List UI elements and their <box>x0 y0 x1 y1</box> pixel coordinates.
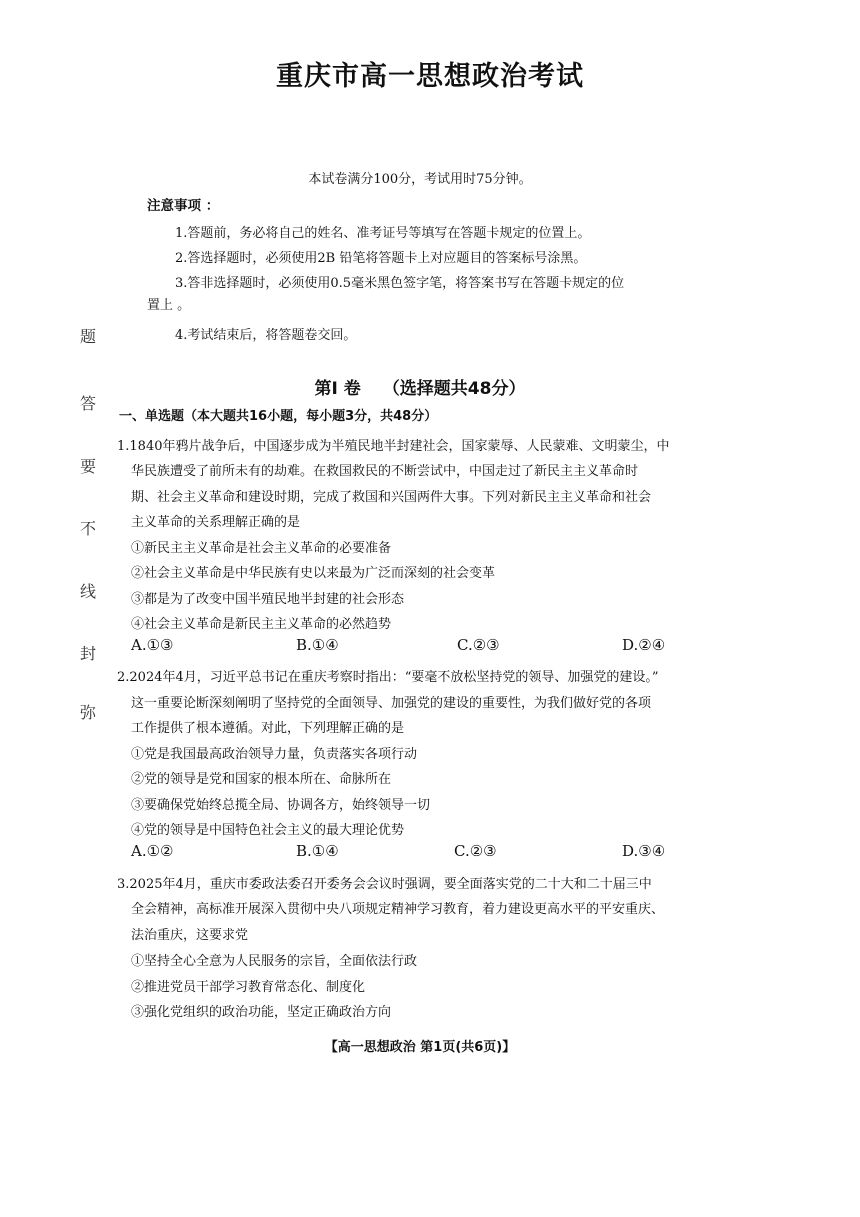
question-1-option-a[interactable]: A.①③ <box>131 636 174 654</box>
question-2-line: 这一重要论断深刻阐明了坚持党的全面领导、加强党的建设的重要性，为我们做好党的各项 <box>131 696 652 711</box>
question-3-statement: ①坚持全心全意为人民服务的宗旨，全面依法行政 <box>131 954 418 969</box>
margin-char: 封 <box>79 644 96 663</box>
question-1-statement: ③都是为了改变中国半殖民地半封建的社会形态 <box>131 592 405 607</box>
margin-char: 不 <box>79 519 96 538</box>
margin-char: 要 <box>79 457 96 476</box>
question-1-option-b[interactable]: B.①④ <box>296 636 339 654</box>
section-title-right: （选择题共48分） <box>382 379 526 399</box>
question-1-line: 期、社会主义革命和建设时期，完成了救国和兴国两件大事。下列对新民主主义革命和社会 <box>131 490 652 505</box>
notice-item: 2.答选择题时，必须使用2B 铅笔将答题卡上对应题目的答案标号涂黑。 <box>175 251 587 266</box>
question-3-line: 全会精神，高标准开展深入贯彻中央八项规定精神学习教育，着力建设更高水平的平安重庆、 <box>131 902 665 917</box>
notice-item: 置上 。 <box>147 298 191 313</box>
notice-heading: 注意事项 ： <box>147 198 220 214</box>
question-1-line: 1.1840年鸦片战争后，中国逐步成为半殖民地半封建社会，国家蒙辱、人民蒙难、文明蒙尘，中 <box>117 439 670 454</box>
question-1-line: 华民族遭受了前所未有的劫难。在救国救民的不断尝试中，中国走过了新民主主义革命时 <box>131 464 639 479</box>
question-2-option-c[interactable]: C.②③ <box>454 842 497 860</box>
notice-item: 4.考试结束后，将答题卷交回。 <box>175 328 357 343</box>
question-2-statement: ③要确保党始终总揽全局、协调各方，始终领导一切 <box>131 798 431 813</box>
question-1-statement: ④社会主义革命是新民主主义革命的必然趋势 <box>131 617 392 632</box>
section-title <box>0 374 840 399</box>
question-1-statement: ①新民主主义革命是社会主义革命的必要准备 <box>131 541 392 556</box>
notice-item: 1.答题前，务必将自己的姓名、准考证号等填写在答题卡规定的位置上。 <box>175 226 591 241</box>
question-1-option-d[interactable]: D.②④ <box>622 636 666 654</box>
margin-char: 答 <box>79 394 96 413</box>
notice-item: 3.答非选择题时，必须使用0.5毫米黑色签字笔，将答案书写在答题卡规定的位 <box>175 276 625 291</box>
question-2-line: 工作提供了根本遵循。对此，下列理解正确的是 <box>131 721 405 736</box>
question-3-line: 法治重庆，这要求党 <box>131 928 249 943</box>
page-footer: 【高一思想政治 第1页(共6页)】 <box>324 1040 516 1055</box>
question-3-line: 3.2025年4月，重庆市委政法委召开委务会会议时强调，要全面落实党的二十大和二十届三中 <box>117 877 652 892</box>
question-1-option-c[interactable]: C.②③ <box>457 636 500 654</box>
question-2-line: 2.2024年4月，习近平总书记在重庆考察时指出：“要毫不放松坚持党的领导、加强党的建设。” <box>117 670 659 685</box>
section-title-left: 第Ⅰ 卷 <box>314 379 361 399</box>
margin-char: 线 <box>79 582 96 601</box>
question-1-line: 主义革命的关系理解正确的是 <box>131 515 301 530</box>
question-2-option-d[interactable]: D.③④ <box>622 842 666 860</box>
question-2-statement: ④党的领导是中国特色社会主义的最大理论优势 <box>131 823 405 838</box>
part-heading: 一、单选题（本大题共16小题，每小题3分，共48分） <box>119 409 438 424</box>
margin-char: 弥 <box>79 703 96 722</box>
question-2-option-a[interactable]: A.①② <box>131 842 174 860</box>
exam-intro: 本试卷满分100分，考试用时75分钟。 <box>308 172 532 187</box>
question-2-statement: ①党是我国最高政治领导力量，负责落实各项行动 <box>131 747 418 762</box>
margin-char: 题 <box>79 327 96 346</box>
question-2-option-b[interactable]: B.①④ <box>296 842 339 860</box>
question-3-statement: ③强化党组织的政治功能，坚定正确政治方向 <box>131 1005 392 1020</box>
exam-title: 重庆市高一思想政治考试 <box>276 61 584 92</box>
question-1-statement: ②社会主义革命是中华民族有史以来最为广泛而深刻的社会变革 <box>131 566 496 581</box>
question-3-statement: ②推进党员干部学习教育常态化、制度化 <box>131 980 366 995</box>
question-2-statement: ②党的领导是党和国家的根本所在、命脉所在 <box>131 772 392 787</box>
